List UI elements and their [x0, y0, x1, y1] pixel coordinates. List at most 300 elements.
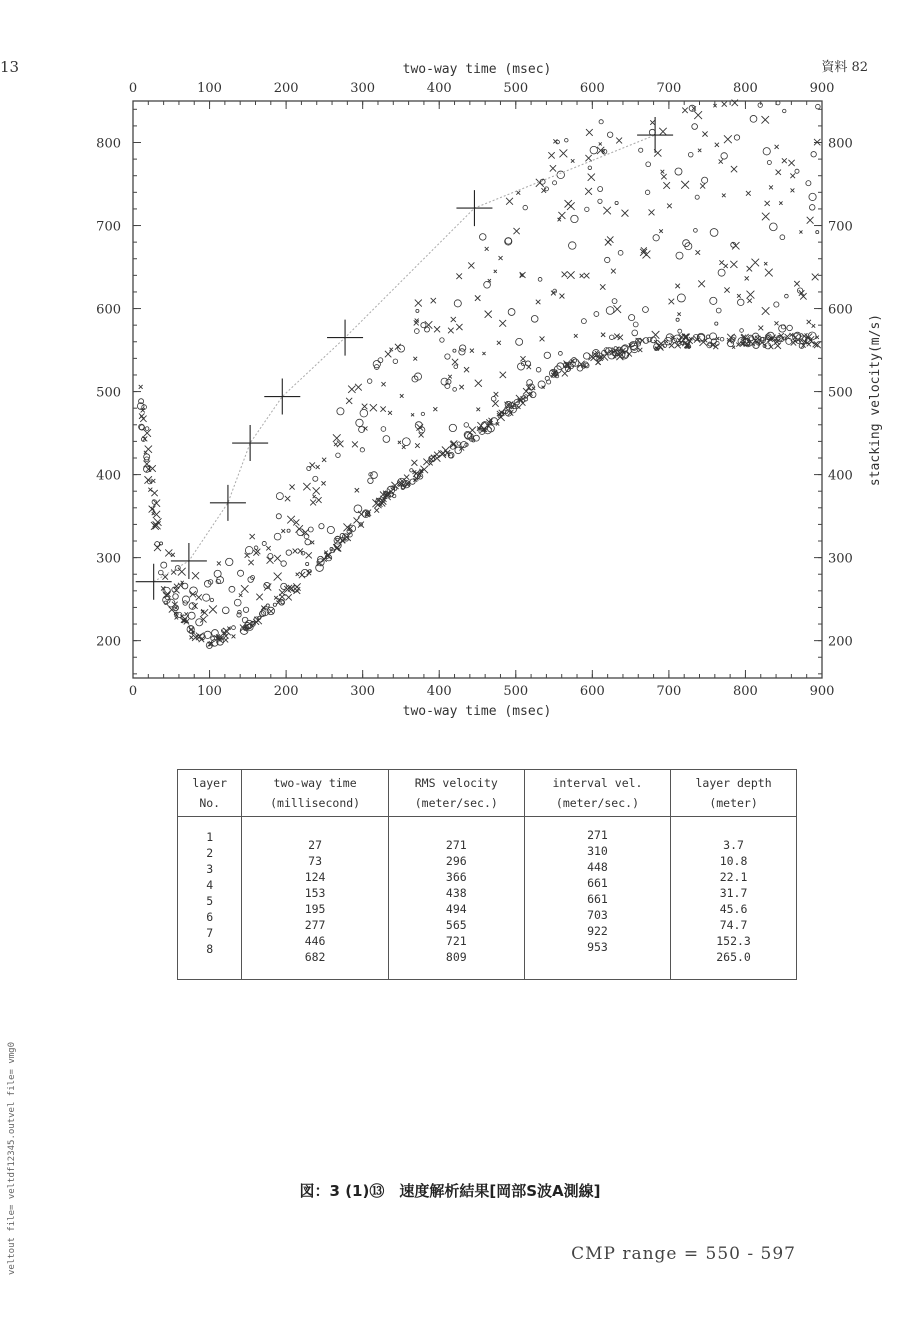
semblance-circle — [678, 329, 682, 333]
semblance-circle — [360, 448, 364, 452]
table-cell: 45.6 — [719, 902, 748, 916]
semblance-circle — [336, 453, 341, 458]
semblance-circle — [588, 166, 592, 170]
semblance-cross — [352, 441, 358, 447]
semblance-circle — [281, 601, 284, 604]
table-cell: 703 — [587, 908, 608, 922]
semblance-circle — [381, 427, 386, 432]
semblance-cross — [381, 382, 385, 386]
semblance-cross — [499, 256, 503, 260]
y-tick-label: 400 — [96, 468, 121, 484]
semblance-cross — [702, 131, 707, 136]
semblance-circle — [780, 235, 785, 240]
semblance-cross — [250, 534, 255, 539]
semblance-cross — [475, 380, 482, 387]
semblance-cross — [311, 541, 315, 545]
x-tick-label: 100 — [197, 684, 222, 699]
semblance-circle — [454, 300, 461, 307]
semblance-circle — [464, 423, 469, 428]
semblance-circle — [609, 335, 614, 340]
semblance-cross — [464, 367, 469, 372]
semblance-circle — [763, 148, 770, 155]
semblance-circle — [378, 358, 383, 363]
semblance-circle — [454, 365, 458, 369]
semblance-circle — [676, 252, 683, 259]
semblance-cross — [611, 269, 616, 274]
semblance-cross — [470, 349, 474, 353]
semblance-circle — [491, 396, 496, 401]
semblance-circle — [203, 594, 210, 601]
semblance-cross — [663, 182, 670, 189]
semblance-circle — [676, 318, 679, 321]
header-interval-vel: interval vel. (meter/sec.) — [524, 770, 670, 817]
semblance-cross — [601, 333, 605, 337]
semblance-cross — [574, 334, 578, 338]
semblance-circle — [414, 329, 419, 334]
picked-velocity-line — [154, 135, 655, 582]
semblance-cross — [616, 138, 622, 144]
figure-caption: 図：3 (1)⑬ 速度解析結果[岡部S波A測線] — [299, 1182, 601, 1200]
semblance-circle — [301, 569, 308, 576]
x-tick-label: 700 — [656, 81, 682, 96]
semblance-circle — [238, 570, 244, 576]
semblance-cross — [434, 326, 440, 332]
semblance-cross — [558, 212, 565, 219]
semblance-circle — [809, 193, 816, 200]
semblance-circle — [710, 229, 718, 237]
x-tick-label: 0 — [128, 684, 138, 699]
semblance-circle — [538, 381, 545, 388]
semblance-cross — [184, 612, 188, 616]
semblance-cross — [232, 634, 236, 638]
semblance-cross — [695, 250, 700, 255]
x-tick-label: 300 — [350, 684, 376, 699]
semblance-circle — [526, 361, 531, 366]
semblance-circle — [569, 242, 576, 249]
semblance-cross — [374, 508, 379, 513]
semblance-cross — [517, 406, 520, 409]
semblance-circle — [238, 610, 242, 614]
semblance-cross — [420, 466, 428, 474]
semblance-cross — [694, 111, 702, 119]
semblance-circle — [675, 168, 682, 175]
semblance-cross — [253, 550, 259, 556]
semblance-circle — [633, 322, 638, 327]
table-cell: 3.7 — [723, 838, 744, 852]
table-cell: 27 — [308, 838, 323, 852]
semblance-cross — [812, 274, 819, 281]
semblance-cross — [761, 116, 769, 124]
y-tick-label: 600 — [828, 302, 853, 318]
semblance-circle — [721, 153, 727, 159]
semblance-cross — [494, 392, 499, 397]
semblance-circle — [646, 162, 651, 167]
semblance-circle — [770, 223, 778, 231]
semblance-circle — [226, 558, 233, 565]
table-cell: 2 — [206, 846, 214, 860]
table-cell: 3 — [206, 862, 214, 876]
semblance-cross — [779, 201, 782, 204]
semblance-cross — [334, 443, 338, 447]
semblance-circle — [266, 604, 269, 607]
semblance-circle — [196, 619, 203, 626]
semblance-circle — [581, 319, 586, 324]
x-tick-label: 600 — [579, 81, 605, 96]
semblance-cross — [650, 120, 655, 125]
semblance-circle — [695, 195, 699, 199]
table-body-row — [178, 817, 797, 980]
x-axis-title-top: two-way time (msec) — [402, 62, 552, 77]
semblance-circle — [598, 199, 602, 203]
semblance-cross — [745, 276, 749, 280]
semblance-cross — [452, 359, 458, 365]
semblance-cross — [476, 408, 480, 412]
semblance-cross — [649, 209, 655, 215]
axis-ticks — [133, 101, 822, 678]
semblance-cross — [790, 173, 795, 178]
semblance-circle — [618, 250, 623, 255]
semblance-cross — [580, 274, 584, 278]
table-cell: 195 — [304, 902, 326, 916]
semblance-circle — [629, 314, 635, 320]
semblance-cross — [313, 487, 320, 494]
semblance-cross — [149, 506, 156, 513]
velocity-pick-marker — [456, 190, 492, 226]
semblance-circle — [816, 104, 821, 109]
semblance-cross — [536, 179, 544, 187]
semblance-cross — [775, 145, 779, 149]
table-cell: 565 — [445, 918, 467, 932]
y-tick-label: 700 — [96, 219, 121, 235]
semblance-circle — [287, 529, 290, 532]
semblance-cross — [588, 174, 595, 181]
table-cell: 366 — [445, 870, 467, 884]
semblance-cross — [776, 170, 781, 175]
table-cell: 74.7 — [719, 918, 748, 932]
semblance-cross — [540, 336, 545, 341]
table-cell: 661 — [587, 892, 608, 906]
semblance-cross — [171, 570, 176, 575]
x-tick-label: 800 — [733, 81, 758, 96]
semblance-circle — [547, 380, 551, 384]
semblance-cross — [298, 548, 303, 553]
table-cell: 682 — [304, 950, 326, 964]
semblance-circle — [461, 441, 467, 447]
semblance-cross — [762, 307, 770, 315]
semblance-cross — [607, 236, 613, 242]
semblance-cross — [548, 152, 554, 158]
semblance-circle — [316, 564, 324, 572]
semblance-circle — [517, 363, 524, 370]
table-cell: 296 — [445, 854, 467, 868]
semblance-cross — [171, 553, 175, 557]
x-tick-label: 900 — [809, 684, 835, 699]
semblance-cross — [765, 269, 773, 277]
semblance-cross — [475, 295, 480, 300]
semblance-cross — [140, 416, 146, 422]
semblance-cross — [178, 568, 186, 576]
semblance-circle — [359, 426, 365, 432]
semblance-cross — [316, 497, 322, 503]
y-tick-label: 600 — [96, 302, 121, 318]
table-cell: 265.0 — [716, 950, 751, 964]
semblance-circle — [558, 351, 562, 355]
table-cell: 809 — [445, 950, 467, 964]
semblance-cross — [559, 294, 564, 299]
semblance-circle — [222, 607, 229, 614]
semblance-cross — [306, 552, 312, 558]
semblance-cross — [385, 351, 391, 357]
semblance-circle — [590, 146, 598, 154]
semblance-circle — [313, 476, 318, 481]
semblance-cross — [746, 191, 751, 196]
semblance-cross — [659, 229, 663, 233]
semblance-cross — [195, 635, 199, 639]
semblance-circle — [327, 526, 334, 533]
semblance-cross — [722, 102, 727, 107]
semblance-cross — [584, 273, 590, 279]
semblance-cross — [559, 149, 567, 157]
semblance-circle — [279, 599, 285, 605]
semblance-cross — [266, 546, 270, 550]
semblance-cross — [370, 404, 377, 411]
header-two-way-time: two-way time (millisecond) — [242, 770, 388, 817]
x-tick-label: 400 — [426, 81, 452, 96]
document-reference: 資料 82 — [821, 60, 868, 75]
semblance-circle — [738, 299, 745, 306]
semblance-circle — [383, 436, 390, 443]
table-cell: 438 — [445, 886, 467, 900]
semblance-circle — [416, 309, 419, 312]
column-two-way-time — [242, 817, 388, 980]
semblance-cross — [448, 375, 452, 379]
semblance-cross — [567, 202, 575, 210]
semblance-circle — [440, 338, 444, 342]
semblance-circle — [210, 598, 213, 601]
semblance-cross — [431, 298, 436, 303]
semblance-cross — [638, 348, 642, 352]
semblance-cross — [313, 495, 316, 498]
semblance-cross — [799, 230, 802, 233]
semblance-circle — [161, 562, 167, 568]
y-tick-label: 300 — [96, 551, 121, 567]
semblance-cross — [774, 321, 778, 325]
table-cell: 73 — [308, 854, 323, 868]
semblance-circle — [232, 626, 236, 630]
semblance-circle — [308, 527, 313, 532]
semblance-circle — [557, 363, 564, 370]
semblance-cross — [451, 317, 456, 322]
semblance-cross — [201, 609, 208, 616]
semblance-circle — [786, 338, 792, 344]
semblance-circle — [606, 307, 614, 315]
semblance-circle — [367, 379, 372, 384]
y-tick-label: 800 — [96, 136, 121, 152]
semblance-circle — [767, 160, 771, 164]
semblance-circle — [457, 442, 460, 445]
file-note: veltout file= veltdf12345.outvel file= vmg0 — [7, 1042, 17, 1275]
semblance-cross — [724, 135, 732, 143]
semblance-cross — [355, 488, 359, 492]
semblance-cross — [192, 572, 199, 579]
semblance-cross — [622, 210, 629, 217]
semblance-cross — [732, 346, 735, 349]
column-interval-vel — [524, 817, 670, 980]
semblance-cross — [527, 365, 531, 369]
semblance-circle — [614, 347, 617, 350]
table-cell: 7 — [206, 926, 214, 940]
semblance-circle — [774, 302, 779, 307]
table-cell: 721 — [445, 934, 467, 948]
semblance-circle — [242, 617, 248, 623]
x-tick-label: 600 — [579, 684, 605, 699]
semblance-cross — [274, 573, 282, 581]
semblance-cross — [448, 328, 454, 334]
semblance-circle — [653, 235, 659, 241]
semblance-cross — [189, 635, 193, 639]
semblance-cross — [322, 458, 326, 462]
semblance-cross — [485, 247, 489, 251]
semblance-circle — [599, 120, 603, 124]
semblance-circle — [304, 534, 309, 539]
semblance-cross — [303, 483, 310, 490]
semblance-circle — [615, 201, 618, 204]
velocity-pick-marker — [210, 485, 246, 521]
x-tick-label: 0 — [128, 81, 138, 96]
semblance-cross — [310, 462, 315, 467]
semblance-cross — [404, 475, 409, 480]
semblance-cross — [293, 583, 300, 590]
table-cell: 494 — [445, 902, 467, 916]
semblance-circle — [715, 322, 718, 325]
column-rms-velocity — [388, 817, 524, 980]
semblance-cross — [506, 198, 513, 205]
velocity-pick-marker — [637, 117, 673, 153]
semblance-cross — [675, 284, 680, 289]
page-number: 13 — [0, 58, 20, 76]
semblance-cross — [677, 312, 680, 315]
semblance-cross — [681, 181, 689, 189]
semblance-cross — [380, 406, 385, 411]
semblance-cross — [139, 385, 143, 389]
plot-frame — [133, 101, 822, 678]
semblance-cross — [716, 337, 719, 340]
semblance-circle — [516, 338, 523, 345]
semblance-circle — [694, 228, 698, 232]
semblance-circle — [234, 599, 241, 606]
y-tick-label: 700 — [828, 219, 853, 235]
header-rms-velocity: RMS velocity (meter/sec.) — [388, 770, 524, 817]
cmp-range: CMP range = 550 - 597 — [571, 1244, 796, 1264]
semblance-cross — [553, 139, 557, 143]
semblance-cross — [600, 284, 605, 289]
semblance-cross — [274, 596, 278, 600]
semblance-cross — [550, 165, 556, 171]
y-tick-label: 500 — [828, 385, 853, 401]
table-cell: 124 — [304, 870, 326, 884]
semblance-circle — [508, 309, 515, 316]
semblance-cross — [209, 605, 217, 613]
table-cell: 271 — [445, 838, 467, 852]
semblance-cross — [217, 561, 221, 565]
semblance-circle — [783, 109, 786, 112]
semblance-circle — [306, 562, 309, 565]
semblance-cross — [281, 529, 285, 533]
semblance-cross — [468, 262, 474, 268]
semblance-circle — [607, 132, 612, 137]
semblance-cross — [613, 305, 621, 313]
table-header-row — [178, 770, 797, 817]
semblance-cross — [669, 343, 674, 348]
semblance-circle — [175, 565, 180, 570]
semblance-circle — [758, 103, 762, 107]
semblance-circle — [276, 514, 281, 519]
semblance-cross — [724, 264, 728, 268]
semblance-circle — [605, 257, 610, 262]
x-tick-label: 100 — [197, 81, 222, 96]
table-cell: 922 — [587, 924, 608, 938]
table-cell: 310 — [587, 844, 608, 858]
semblance-cross — [751, 259, 759, 267]
semblance-circle — [577, 365, 583, 371]
semblance-cross — [719, 159, 723, 163]
y-tick-label: 500 — [96, 385, 121, 401]
semblance-circle — [459, 349, 465, 355]
semblance-circle — [584, 363, 589, 368]
semblance-circle — [720, 337, 724, 341]
semblance-circle — [305, 539, 311, 545]
semblance-cross — [747, 299, 751, 303]
table-cell: 153 — [304, 886, 326, 900]
table-cell: 448 — [587, 860, 608, 874]
semblance-cross — [268, 608, 274, 614]
semblance-circle — [785, 294, 789, 298]
semblance-cross — [807, 320, 811, 324]
semblance-circle — [145, 427, 149, 431]
semblance-circle — [750, 115, 757, 122]
semblance-cross — [737, 294, 741, 298]
semblance-cross — [286, 594, 292, 600]
semblance-circle — [598, 186, 603, 191]
semblance-circle — [585, 207, 589, 211]
velocity-pick-marker — [171, 543, 207, 579]
semblance-cross — [661, 170, 665, 174]
semblance-cross — [520, 356, 525, 361]
semblance-cross — [355, 384, 362, 391]
semblance-cross — [661, 174, 666, 179]
semblance-cross — [274, 555, 281, 562]
semblance-points — [137, 100, 820, 649]
semblance-circle — [354, 505, 362, 513]
semblance-circle — [594, 312, 599, 317]
semblance-cross — [794, 281, 799, 286]
semblance-circle — [421, 412, 424, 415]
semblance-cross — [494, 270, 497, 273]
semblance-circle — [473, 435, 479, 441]
x-tick-label: 400 — [426, 684, 452, 699]
semblance-cross — [520, 272, 526, 278]
semblance-circle — [645, 190, 649, 194]
semblance-cross — [389, 348, 392, 351]
x-tick-label: 200 — [273, 684, 299, 699]
semblance-circle — [368, 478, 374, 484]
x-tick-label: 200 — [273, 81, 299, 96]
semblance-cross — [571, 159, 574, 162]
semblance-cross — [196, 594, 202, 600]
semblance-circle — [816, 231, 819, 234]
semblance-cross — [285, 496, 290, 501]
semblance-cross — [433, 407, 437, 411]
